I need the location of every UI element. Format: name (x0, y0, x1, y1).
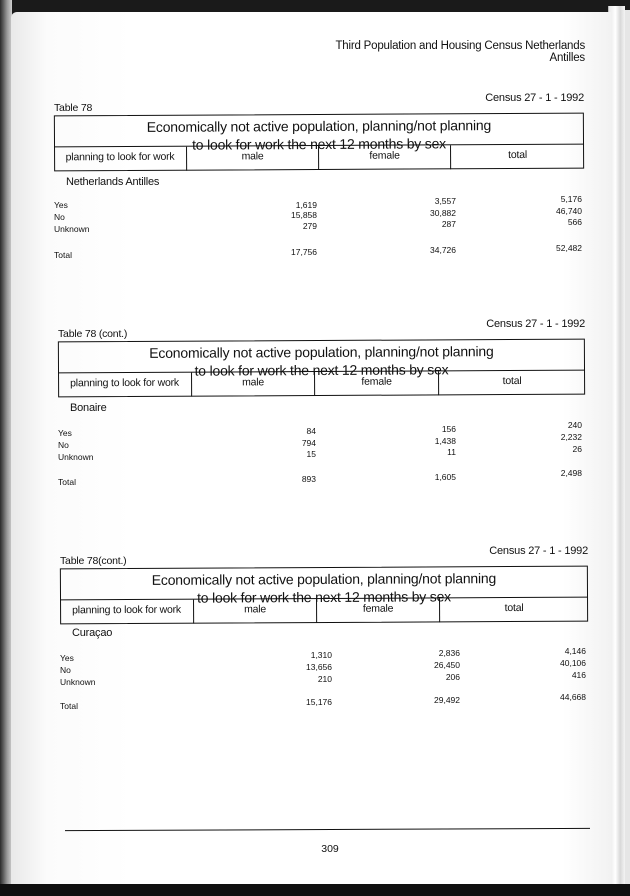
row-label: Unknown (60, 677, 96, 687)
total-value: 2,232 (560, 432, 582, 442)
column-header-female: female (316, 598, 439, 623)
total-value: 5,176 (560, 194, 582, 204)
female-value: 206 (445, 672, 460, 682)
column-header-row (60, 597, 588, 625)
total-value: 44,668 (560, 692, 586, 702)
table-row-total (58, 468, 585, 489)
scan-shadow (0, 884, 630, 896)
title-line-2: to look for work the next 12 months by sex (197, 588, 451, 606)
running-head: Third Population and Housing Census Netherlands Antilles (335, 40, 585, 64)
row-label: Unknown (58, 452, 94, 462)
male-value: 15,176 (306, 697, 332, 707)
column-header-male: male (186, 146, 318, 171)
census-date: Census 27 - 1 - 1992 (485, 92, 584, 104)
row-label: No (58, 440, 69, 450)
female-value: 2,836 (438, 648, 460, 658)
male-value: 1,310 (310, 650, 332, 660)
male-value: 13,656 (306, 662, 332, 672)
table-header-frame (54, 113, 584, 172)
female-value: 29,492 (434, 695, 460, 705)
column-header-male: male (193, 599, 316, 624)
column-header-total: total (450, 145, 584, 170)
column-header-total: total (438, 371, 585, 396)
column-header-planning: planning to look for work (72, 603, 182, 617)
region-name: Netherlands Antilles (66, 176, 160, 188)
total-value: 566 (567, 217, 582, 227)
table-row (54, 206, 584, 224)
region-name: Bonaire (70, 402, 107, 414)
male-value: 17,756 (291, 247, 317, 257)
male-value: 893 (301, 474, 316, 484)
row-label: Total (54, 250, 72, 260)
title-line-2: to look for work the next 12 months by sex (192, 135, 446, 153)
male-value: 794 (301, 438, 316, 448)
table-row (58, 444, 585, 464)
total-value: 46,740 (556, 206, 582, 216)
table-header-frame (58, 339, 585, 398)
female-value: 1,438 (434, 436, 456, 446)
male-value: 210 (317, 674, 332, 684)
page-number: 309 (321, 843, 339, 855)
row-label: Yes (58, 428, 72, 438)
male-value: 279 (302, 221, 317, 231)
male-value: 15,858 (291, 210, 317, 220)
female-value: 26,450 (434, 660, 460, 670)
row-label: Yes (60, 653, 74, 663)
column-header-planning: planning to look for work (70, 376, 180, 390)
table-label: Table 78 (54, 102, 93, 114)
column-header-planning: planning to look for work (65, 150, 175, 164)
table-row-total (54, 243, 584, 262)
table-header-frame (60, 566, 588, 625)
census-date: Census 27 - 1 - 1992 (486, 318, 585, 330)
female-value: 34,726 (430, 245, 456, 255)
column-header-row (54, 144, 584, 172)
male-value: 15 (306, 449, 316, 459)
column-header-female: female (314, 371, 438, 396)
table-label: Table 78 (cont.) (58, 328, 128, 340)
total-value: 4,146 (564, 646, 586, 656)
region-name: Curaçao (72, 627, 113, 639)
row-label: No (60, 665, 71, 675)
title-line-1: Economically not active population, planning/not planning (151, 570, 497, 588)
census-date: Census 27 - 1 - 1992 (489, 545, 588, 557)
female-value: 3,557 (434, 196, 456, 206)
table-row (58, 420, 585, 440)
total-value: 26 (572, 444, 582, 454)
row-label: Yes (54, 200, 68, 210)
title-line-2: to look for work the next 12 months by sex (194, 361, 449, 379)
column-header-total: total (439, 598, 588, 623)
title-line-1: Economically not active population, planning/not planning (146, 117, 492, 135)
row-label: Total (58, 477, 76, 487)
column-header-male: male (191, 372, 314, 397)
female-value: 287 (441, 219, 456, 229)
total-value: 52,482 (556, 243, 582, 253)
title-line-1: Economically not active population, planning/not planning (149, 343, 494, 361)
row-label: No (54, 212, 65, 222)
table-row (54, 217, 584, 236)
table-label: Table 78(cont.) (60, 555, 127, 567)
total-value: 2,498 (560, 468, 582, 478)
total-value: 40,106 (560, 658, 586, 668)
column-header-row (58, 370, 585, 398)
female-value: 1,605 (434, 472, 456, 482)
table-row (54, 194, 584, 212)
row-label: Total (60, 701, 78, 711)
column-header-female: female (318, 145, 450, 170)
total-value: 416 (571, 670, 586, 680)
female-value: 30,882 (430, 208, 456, 218)
total-value: 240 (567, 420, 582, 430)
female-value: 156 (441, 424, 456, 434)
table-row-total (60, 692, 588, 713)
male-value: 1,619 (295, 200, 317, 210)
row-label: Unknown (54, 224, 90, 234)
male-value: 84 (306, 426, 316, 436)
table-row (60, 670, 588, 689)
female-value: 11 (447, 447, 456, 457)
